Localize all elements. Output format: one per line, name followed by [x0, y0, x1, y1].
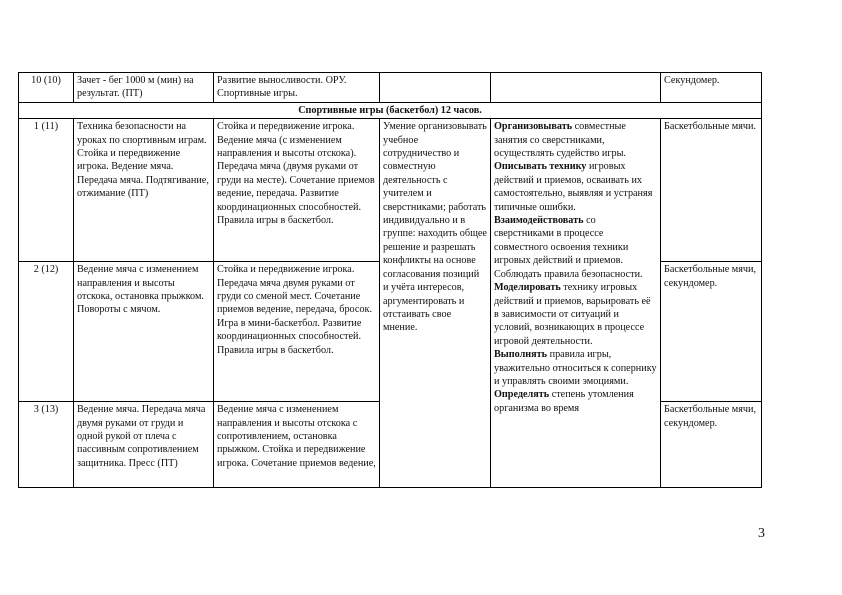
lesson-topic: Ведение мяча. Передача мяча двумя руками от груди и одной рукой от плеча с пассивным сопротивлением защитника. Пресс (ПТ) [74, 402, 214, 488]
lesson-content: Стойка и передвижение игрока. Передача мяча двумя руками от груди со сменой мест. Сочетание приемов ведение, передача, бросок. Игра в мини-баскетбол. Развитие координационных способностей. Правила игры в баскетбол. [214, 262, 380, 402]
activity-item: Выполнять правила игры, уважительно относиться к сопернику и управлять своими эмоциями. [494, 349, 657, 387]
lesson-number: 10 (10) [19, 73, 74, 103]
activity-item: Взаимодействовать со сверстниками в процессе совместного освоения техники игровых действий и приемов. Соблюдать правила безопасности. [494, 215, 643, 280]
activity-item: Описывать технику игровых действий и приемов, осваивать их самостоятельно, выявляя и устраняя типичные ошибки. [494, 161, 653, 213]
student-activities [491, 119, 661, 488]
lesson-equipment: Баскетбольные мячи, секундомер. [661, 402, 762, 488]
activity-item: Моделировать технику игровых действий и приемов, варьировать её в зависимости от ситуаций и условий, возникающих в процессе игровой деятельности. [494, 282, 651, 347]
lesson-equipment: Баскетбольные мячи. [661, 119, 762, 262]
lesson-topic: Техника безопасности на уроках по спортивным играм. Стойка и передвижение игрока. Ведение мяча. Передача мяча. Подтягивание, отжимание (ПТ) [74, 119, 214, 262]
lesson-equipment: Баскетбольные мячи, секундомер. [661, 262, 762, 402]
lesson-number: 2 (12) [19, 262, 74, 402]
page-number: 3 [758, 526, 765, 541]
lesson-topic: Зачет - бег 1000 м (мин) на результат. (ПТ) [74, 73, 214, 103]
table-row [19, 119, 762, 262]
table-row-section [19, 102, 762, 118]
empty-cell [491, 73, 661, 103]
lesson-number: 1 (11) [19, 119, 74, 262]
lesson-content: Развитие выносливости. ОРУ. Спортивные игры. [214, 73, 380, 103]
lesson-equipment: Секундомер. [661, 73, 762, 103]
communicative-uud: Умение организовывать учебное сотрудничество и совместную деятельность с учителем и сверстниками; работать индивидуально и в группе: находить общее решение и разрешать конфликты на основе согласования позиций и учёта интересов, аргументировать и отстаивать свое мнение. [380, 119, 491, 488]
lesson-number: 3 (13) [19, 402, 74, 488]
lesson-plan-table [18, 72, 762, 488]
activity-item: Определять степень утомления организма во время [494, 389, 634, 414]
lesson-topic: Ведение мяча с изменением направления и высоты отскока, остановка прыжком. Повороты с мячом. [74, 262, 214, 402]
table-row-intro [19, 73, 762, 103]
activity-item: Организовывать совместные занятия со сверстниками, осуществлять судейство игры. [494, 121, 626, 160]
empty-cell [380, 73, 491, 103]
lesson-content: Стойка и передвижение игрока. Ведение мяча (с изменением направления и высоты отскока). Передача мяча (двумя руками от груди на месте). Сочетание приемов ведение, передача. Развитие координационных способностей. Правила игры в баскетбол. [214, 119, 380, 262]
lesson-content: Ведение мяча с изменением направления и высоты отскока с сопротивлением, остановка прыжком. Стойка и передвижение игрока. Сочетание приемов ведение, [214, 402, 380, 488]
section-title: Спортивные игры (баскетбол) 12 часов. [19, 102, 762, 118]
